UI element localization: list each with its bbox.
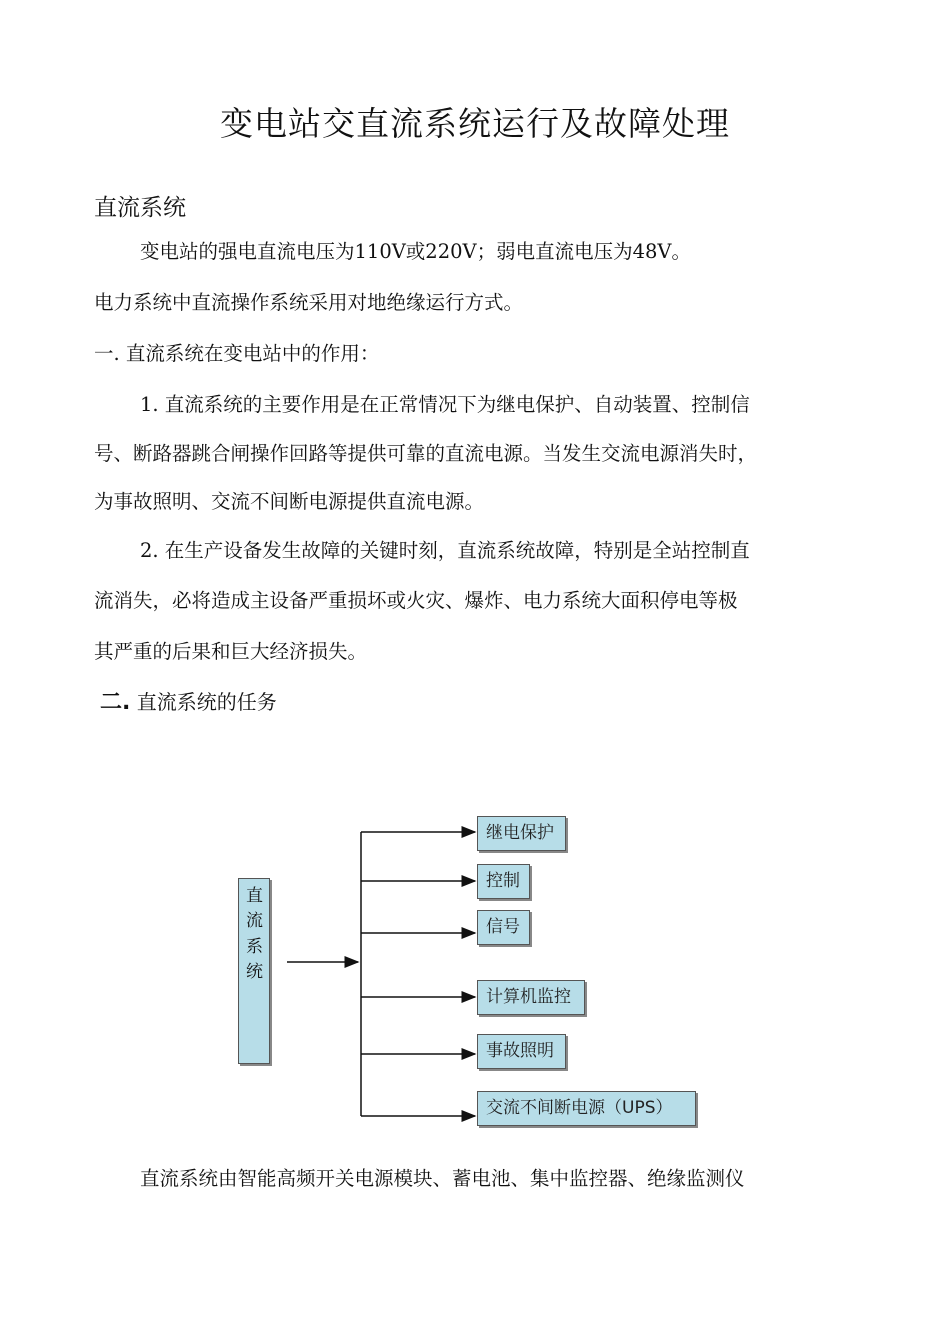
source-box-dc-system bbox=[238, 878, 270, 1064]
section-2-number: 二. bbox=[100, 690, 131, 715]
section-2-heading bbox=[100, 685, 277, 716]
paragraph-insulation: 电力系统中直流操作系统采用对地绝缘运行方式。 bbox=[94, 291, 524, 314]
paragraph-role-1-line2: 号、断路器跳合闸操作回路等提供可靠的直流电源。当发生交流电源消失时， bbox=[94, 442, 758, 465]
source-char: 系 bbox=[246, 937, 263, 957]
target-box-emergency-lighting: 事故照明 bbox=[477, 1034, 566, 1069]
source-char: 直 bbox=[246, 886, 263, 906]
section-2-label: 直流系统的任务 bbox=[136, 690, 277, 714]
source-char: 流 bbox=[246, 911, 263, 931]
target-box-computer-monitoring: 计算机监控 bbox=[477, 980, 585, 1015]
target-box-relay-protection: 继电保护 bbox=[477, 816, 566, 851]
diagram-connectors bbox=[230, 810, 710, 1130]
paragraph-voltage: 变电站的强电直流电压为110V或220V；弱电直流电压为48V。 bbox=[140, 240, 691, 263]
paragraph-role-2-line3: 其严重的后果和巨大经济损失。 bbox=[94, 640, 368, 663]
target-box-ups: 交流不间断电源（UPS） bbox=[477, 1091, 696, 1126]
paragraph-composition: 直流系统由智能高频开关电源模块、蓄电池、集中监控器、绝缘监测仪 bbox=[140, 1167, 745, 1190]
paragraph-role-1-line3: 为事故照明、交流不间断电源提供直流电源。 bbox=[94, 490, 485, 513]
document-title: 变电站交直流系统运行及故障处理 bbox=[220, 104, 730, 143]
paragraph-role-1-line1: 1. 直流系统的主要作用是在正常情况下为继电保护、自动装置、控制信 bbox=[140, 393, 750, 416]
paragraph-role-2-line1: 2. 在生产设备发生故障的关键时刻，直流系统故障，特别是全站控制直 bbox=[140, 539, 750, 562]
subheading-role: 一. 直流系统在变电站中的作用： bbox=[94, 342, 380, 365]
section-heading: 直流系统 bbox=[94, 195, 186, 221]
target-box-control: 控制 bbox=[477, 864, 530, 899]
paragraph-role-2-line2: 流消失，必将造成主设备严重损坏或火灾、爆炸、电力系统大面积停电等极 bbox=[94, 589, 738, 612]
source-char: 统 bbox=[246, 962, 263, 982]
dc-system-diagram bbox=[230, 810, 710, 1130]
target-box-signal: 信号 bbox=[477, 910, 530, 945]
